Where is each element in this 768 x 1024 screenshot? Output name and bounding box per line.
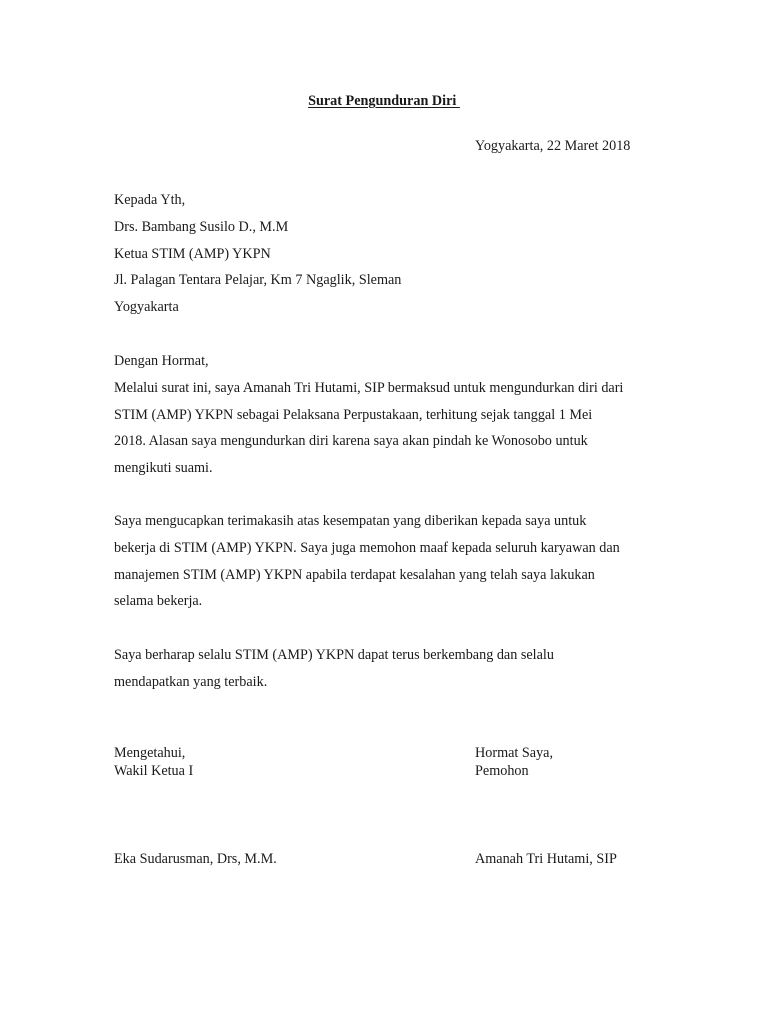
signature-left (114, 744, 193, 780)
recipient-city: Yogyakarta (114, 299, 179, 316)
signature-right-name: Amanah Tri Hutami, SIP (475, 851, 617, 867)
body-line: Melalui surat ini, saya Amanah Tri Hutami, SIP bermaksud untuk mengundurkan diri dari (114, 379, 624, 396)
signature-left-role: Wakil Ketua I (114, 763, 194, 779)
recipient-salutation: Kepada Yth, (114, 192, 186, 208)
signature-right-role: Pemohon (475, 763, 529, 779)
recipient-position: Ketua STIM (AMP) YKPN (114, 245, 271, 262)
signature-left-name: Eka Sudarusman, Drs, M.M. (114, 851, 277, 867)
recipient-name: Drs. Bambang Susilo D., M.M (114, 218, 289, 235)
body-line: Saya berharap selalu STIM (AMP) YKPN dapat terus berkembang dan selalu (114, 647, 554, 663)
signature-right (475, 744, 553, 780)
body-paragraph-1 (114, 348, 674, 482)
body-paragraph-2 (114, 508, 674, 615)
body-paragraph-3 (114, 642, 674, 696)
body-line: bekerja di STIM (AMP) YKPN. Saya juga memohon maaf kepada seluruh karyawan dan (114, 539, 620, 556)
signature-right-label: Hormat Saya, (475, 745, 554, 761)
letter-title: Surat Pengunduran Diri (308, 93, 460, 109)
body-line: manajemen STIM (AMP) YKPN apabila terdapat kesalahan yang telah saya lakukan (114, 566, 595, 583)
body-line: STIM (AMP) YKPN sebagai Pelaksana Perpustakaan, terhitung sejak tanggal 1 Mei (114, 406, 593, 423)
body-line: Saya mengucapkan terimakasih atas kesempatan yang diberikan kepada saya untuk (114, 513, 587, 529)
body-line: mengikuti suami. (114, 460, 213, 477)
signature-left-label: Mengetahui, (114, 745, 186, 761)
body-line: mendapatkan yang terbaik. (114, 673, 268, 690)
body-line: 2018. Alasan saya mengundurkan diri karena saya akan pindah ke Wonosobo untuk (114, 433, 588, 450)
recipient-address: Jl. Palagan Tentara Pelajar, Km 7 Ngaglik, Sleman (114, 272, 402, 289)
recipient-block (114, 187, 674, 321)
greeting: Dengan Hormat, (114, 353, 209, 369)
body-line: selama bekerja. (114, 593, 203, 610)
place-date: Yogyakarta, 22 Maret 2018 (475, 138, 631, 154)
